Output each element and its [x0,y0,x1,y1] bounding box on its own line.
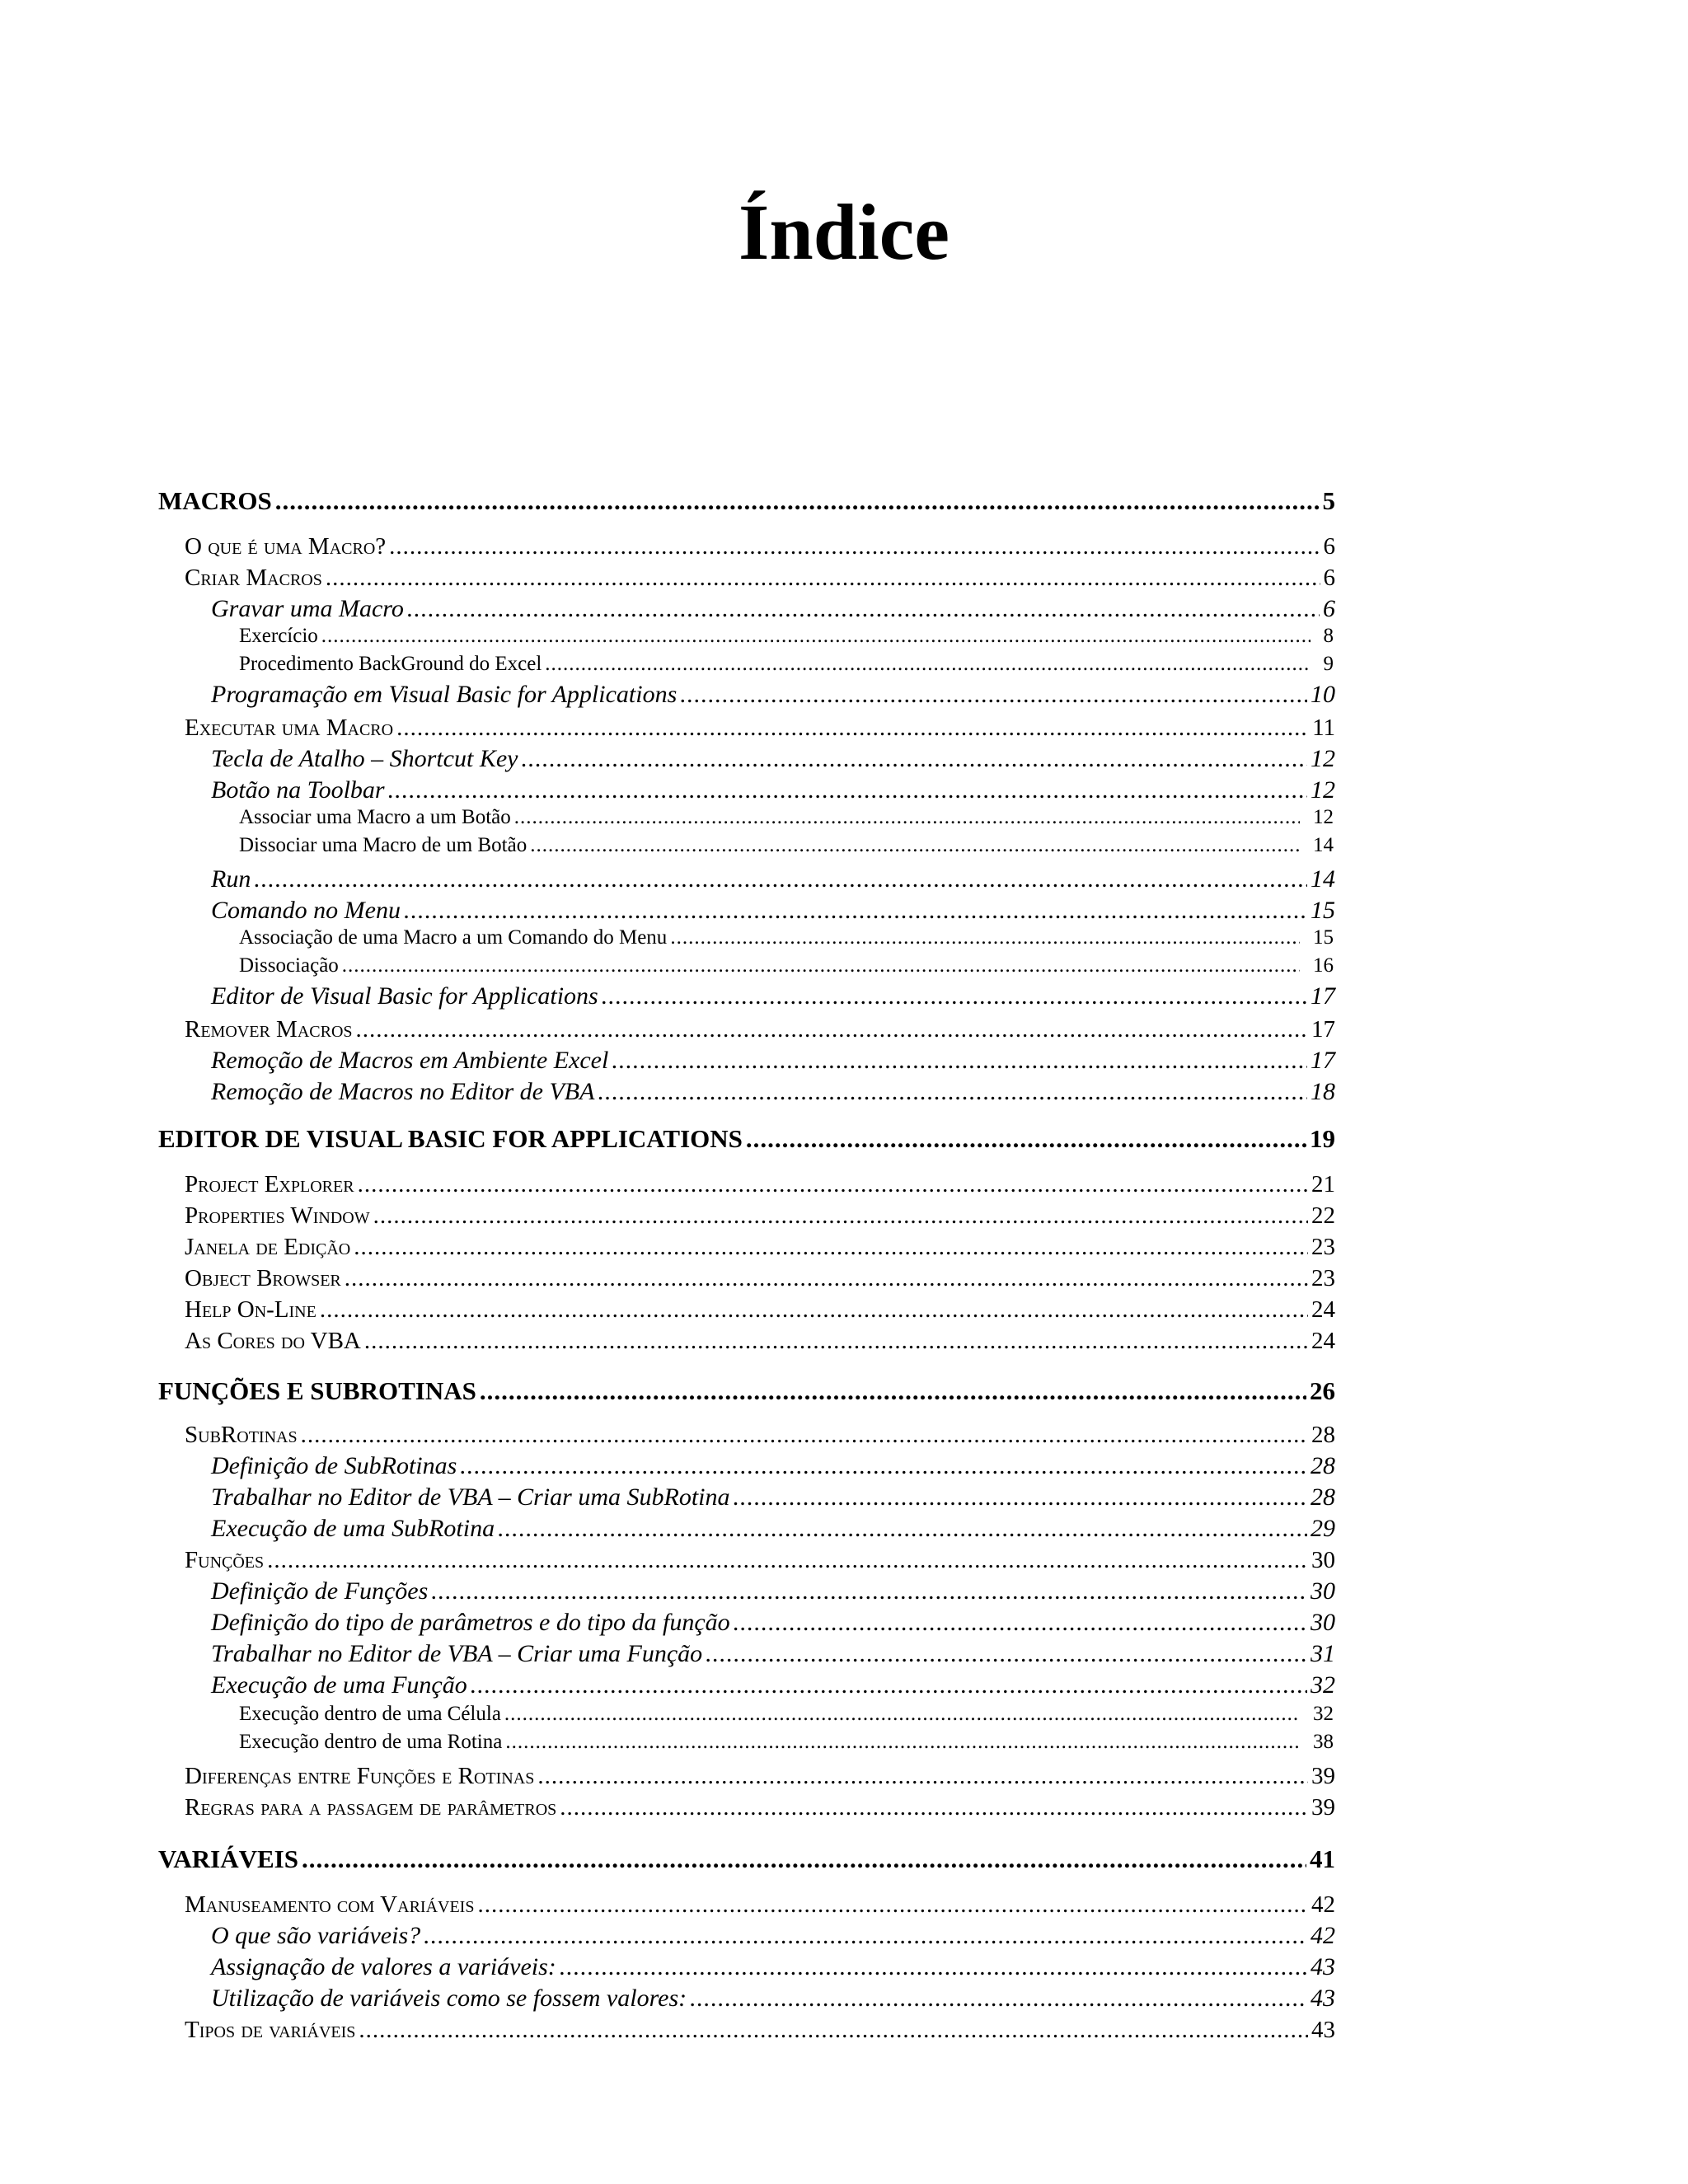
toc-entry-label: Janela de Edição [185,1234,351,1260]
toc-entry-page-number: 39 [1311,1763,1335,1789]
dot-leader [598,1076,1307,1108]
toc-entry[interactable] [211,864,1335,895]
toc-entry-page-number: 19 [1310,1124,1335,1153]
toc-entry-label: Exercício [239,625,318,647]
toc-entry[interactable] [185,1294,1335,1325]
dot-leader [521,743,1307,775]
toc-entry-label: Dissociar uma Macro de um Botão [239,834,528,856]
toc-entry-page-number: 24 [1311,1296,1335,1323]
toc-entry-label: FUNÇÕES E SUBROTINAS [158,1376,476,1405]
toc-entry[interactable] [239,651,1335,677]
dot-leader [389,531,1320,562]
dot-leader [545,651,1310,677]
toc-entry-label: Dissociação [239,954,339,977]
dot-leader [680,679,1307,710]
toc-entry-label: Execução dentro de uma Rotina [239,1731,503,1753]
toc-entry[interactable] [185,1231,1335,1263]
toc-entry-label: MACROS [158,486,272,515]
dot-leader [505,1729,1300,1755]
toc-entry-page-number: 17 [1311,1016,1335,1043]
toc-entry[interactable] [185,1544,1335,1576]
toc-entry-label: Definição de Funções [211,1577,429,1605]
toc-entry-page-number: 41 [1310,1844,1335,1873]
toc-entry-label: Trabalhar no Editor de VBA – Criar uma Função [211,1640,703,1667]
toc-entry-label: As Cores do VBA [185,1328,361,1354]
toc-entry[interactable] [211,1076,1335,1108]
toc-entry-page-number: 43 [1311,2017,1335,2043]
toc-entry-page-number: 17 [1311,982,1335,1010]
toc-entry[interactable] [185,1263,1335,1294]
toc-entry-label: Utilização de variáveis como se fossem valores: [211,1985,687,2012]
toc-entry-label: Executar uma Macro [185,715,394,741]
toc-entry[interactable] [158,1843,1335,1876]
toc-entry-page-number: 30 [1311,1547,1335,1573]
toc-entry-page-number: 18 [1311,1078,1335,1105]
toc-entry-label: VARIÁVEIS [158,1844,298,1873]
toc-entry-page-number: 42 [1311,1891,1335,1918]
toc-entry-label: EDITOR DE VISUAL BASIC FOR APPLICATIONS [158,1124,743,1153]
toc-entry-page-number: 28 [1311,1422,1335,1448]
toc-entry-page-number: 29 [1311,1515,1335,1542]
dot-leader [477,1889,1308,1920]
toc-entry-page-number: 42 [1311,1922,1335,1949]
toc-entry-page-number: 16 [1313,954,1334,977]
toc-entry-page-number: 30 [1311,1609,1335,1636]
toc-entry[interactable] [185,1014,1335,1045]
toc-entry-label: Criar Macros [185,565,322,591]
toc-entry-label: Regras para a passagem de parâmetros [185,1794,557,1821]
toc-entry-page-number: 43 [1311,1985,1335,2012]
toc-entry-page-number: 31 [1311,1640,1335,1667]
dot-leader [706,1638,1307,1670]
dot-leader [320,1294,1308,1325]
toc-entry-page-number: 30 [1311,1577,1335,1605]
toc-entry-label: Remoção de Macros no Editor de VBA [211,1078,595,1105]
toc-entry-label: Remover Macros [185,1016,353,1043]
toc-entry[interactable] [185,1889,1335,1920]
dot-leader [504,1701,1300,1727]
dot-leader [670,925,1300,951]
toc-entry[interactable] [239,804,1335,831]
toc-entry[interactable] [185,562,1335,593]
dot-leader [396,712,1309,743]
toc-entry-label: Properties Window [185,1202,370,1229]
toc-entry-label: Associar uma Macro a um Botão [239,806,511,828]
dot-leader [734,1482,1308,1513]
dot-leader [364,1325,1308,1357]
dot-leader [354,1231,1308,1263]
toc-entry[interactable] [211,1920,1335,1952]
dot-leader [302,1843,1306,1876]
toc-entry[interactable] [185,1792,1335,1823]
toc-entry[interactable] [158,1375,1335,1408]
dot-leader [480,1375,1306,1408]
toc-entry[interactable] [211,593,1335,625]
toc-entry[interactable] [211,1607,1335,1638]
toc-entry[interactable] [239,925,1335,951]
dot-leader [530,832,1300,859]
toc-entry-page-number: 22 [1311,1202,1335,1229]
toc-entry-page-number: 6 [1323,533,1335,560]
toc-entry-label: Tipos de variáveis [185,2017,356,2043]
toc-entry[interactable] [239,1701,1335,1727]
dot-leader [326,562,1320,593]
toc-entry[interactable] [211,1983,1335,2014]
toc-entry-page-number: 15 [1313,926,1334,949]
toc-entry[interactable] [185,1419,1335,1451]
toc-entry-page-number: 26 [1310,1376,1335,1405]
toc-entry-label: Funções [185,1547,265,1573]
dot-leader [734,1607,1307,1638]
toc-entry-page-number: 14 [1311,865,1335,893]
toc-entry[interactable] [185,1325,1335,1357]
toc-entry-page-number: 43 [1311,1953,1335,1980]
toc-entry-page-number: 11 [1312,715,1335,741]
toc-entry-label: Programação em Visual Basic for Applications [211,681,678,708]
dot-leader [746,1122,1306,1155]
toc-entry-label: SubRotinas [185,1422,298,1448]
dot-leader [342,953,1300,979]
toc-entry[interactable] [211,775,1335,806]
toc-entry[interactable] [211,1482,1335,1513]
toc-entry-page-number: 6 [1323,565,1335,591]
toc-entry[interactable] [239,1729,1335,1755]
dot-leader [424,1920,1307,1952]
toc-entry[interactable] [185,1200,1335,1231]
toc-entry-label: Execução dentro de uma Célula [239,1703,501,1725]
dot-leader [345,1263,1308,1294]
toc-entry-page-number: 28 [1311,1483,1335,1511]
toc-entry[interactable] [211,895,1335,926]
toc-entry-label: Trabalhar no Editor de VBA – Criar uma SubRotina [211,1483,730,1511]
dot-leader [404,895,1307,926]
toc-entry-page-number: 14 [1313,834,1334,856]
toc-entry-label: Botão na Toolbar [211,776,385,804]
toc-entry-page-number: 17 [1311,1047,1335,1074]
dot-leader [514,804,1300,831]
toc-entry-page-number: 39 [1311,1794,1335,1821]
toc-entry-page-number: 9 [1323,653,1334,675]
toc-entry[interactable] [185,531,1335,562]
toc-entry-page-number: 38 [1313,1731,1334,1753]
dot-leader [560,1952,1307,1983]
dot-leader [267,1544,1308,1576]
toc-entry[interactable] [211,1952,1335,1983]
toc-entry-page-number: 32 [1313,1703,1334,1725]
toc-entry-label: O que são variáveis? [211,1922,421,1949]
toc-entry-page-number: 23 [1311,1234,1335,1260]
toc-entry-label: Assignação de valores a variáveis: [211,1953,556,1980]
toc-entry-label: Associação de uma Macro a um Comando do Menu [239,926,668,949]
toc-entry-label: Remoção de Macros em Ambiente Excel [211,1047,609,1074]
toc-entry-page-number: 8 [1323,625,1334,647]
toc-entry-label: Manuseamento com Variáveis [185,1891,475,1918]
dot-leader [254,864,1307,895]
toc-entry[interactable] [239,953,1335,979]
dot-leader [321,623,1311,649]
toc-entry[interactable] [185,712,1335,743]
dot-leader [356,1014,1308,1045]
toc-entry-label: Procedimento BackGround do Excel [239,653,542,675]
dot-leader [460,1451,1307,1482]
toc-entry-label: Definição de SubRotinas [211,1452,457,1479]
toc-entry-page-number: 28 [1311,1452,1335,1479]
dot-leader [537,1760,1308,1792]
toc-entry[interactable] [211,679,1335,710]
table-of-contents [158,0,1335,2184]
dot-leader [431,1576,1307,1607]
toc-entry[interactable] [211,1670,1335,1701]
toc-entry-label: Object Browser [185,1265,341,1291]
toc-entry-label: Project Explorer [185,1171,354,1197]
dot-leader [602,981,1307,1012]
toc-entry[interactable] [158,1122,1335,1155]
toc-entry-page-number: 21 [1311,1171,1335,1197]
toc-entry-page-number: 23 [1311,1265,1335,1291]
toc-entry-label: Editor de Visual Basic for Applications [211,982,598,1010]
toc-entry[interactable] [239,832,1335,859]
toc-entry[interactable] [211,1045,1335,1076]
toc-entry-page-number: 15 [1311,897,1335,924]
dot-leader [498,1513,1307,1544]
toc-entry[interactable] [185,1760,1335,1792]
toc-entry[interactable] [211,743,1335,775]
dot-leader [560,1792,1308,1823]
toc-entry[interactable] [211,1576,1335,1607]
dot-leader [690,1983,1307,2014]
dot-leader [373,1200,1308,1231]
toc-entry-label: Tecla de Atalho – Shortcut Key [211,745,518,772]
dot-leader [359,2014,1308,2046]
toc-entry[interactable] [185,2014,1335,2046]
toc-entry-label: Comando no Menu [211,897,401,924]
toc-entry-page-number: 24 [1311,1328,1335,1354]
dot-leader [358,1169,1308,1200]
toc-entry[interactable] [211,1513,1335,1544]
toc-entry-page-number: 5 [1322,486,1335,515]
toc-entry[interactable] [239,623,1335,649]
toc-entry[interactable] [158,485,1335,518]
toc-entry[interactable] [185,1169,1335,1200]
dot-leader [612,1045,1307,1076]
dot-leader [301,1419,1308,1451]
toc-entry-label: Execução de uma SubRotina [211,1515,495,1542]
toc-entry-page-number: 12 [1311,776,1335,804]
toc-entry[interactable] [211,981,1335,1012]
toc-entry-label: Run [211,865,251,893]
page-title: Índice [738,188,950,276]
dot-leader [388,775,1307,806]
toc-entry-label: Definição do tipo de parâmetros e do tipo da função [211,1609,730,1636]
toc-entry-page-number: 6 [1323,595,1335,622]
toc-entry[interactable] [211,1451,1335,1482]
toc-entry-page-number: 32 [1311,1671,1335,1699]
toc-entry[interactable] [211,1638,1335,1670]
toc-entry-label: Help On-Line [185,1296,316,1323]
toc-entry-label: Diferenças entre Funções e Rotinas [185,1763,535,1789]
dot-leader [275,485,1320,518]
dot-leader [471,1670,1307,1701]
toc-entry-label: Execução de uma Função [211,1671,467,1699]
toc-entry-page-number: 12 [1313,806,1334,828]
toc-entry-page-number: 12 [1311,745,1335,772]
dot-leader [407,593,1320,625]
toc-entry-label: Gravar uma Macro [211,595,404,622]
toc-entry-label: O que é uma Macro? [185,533,387,560]
toc-entry-page-number: 10 [1311,681,1335,708]
